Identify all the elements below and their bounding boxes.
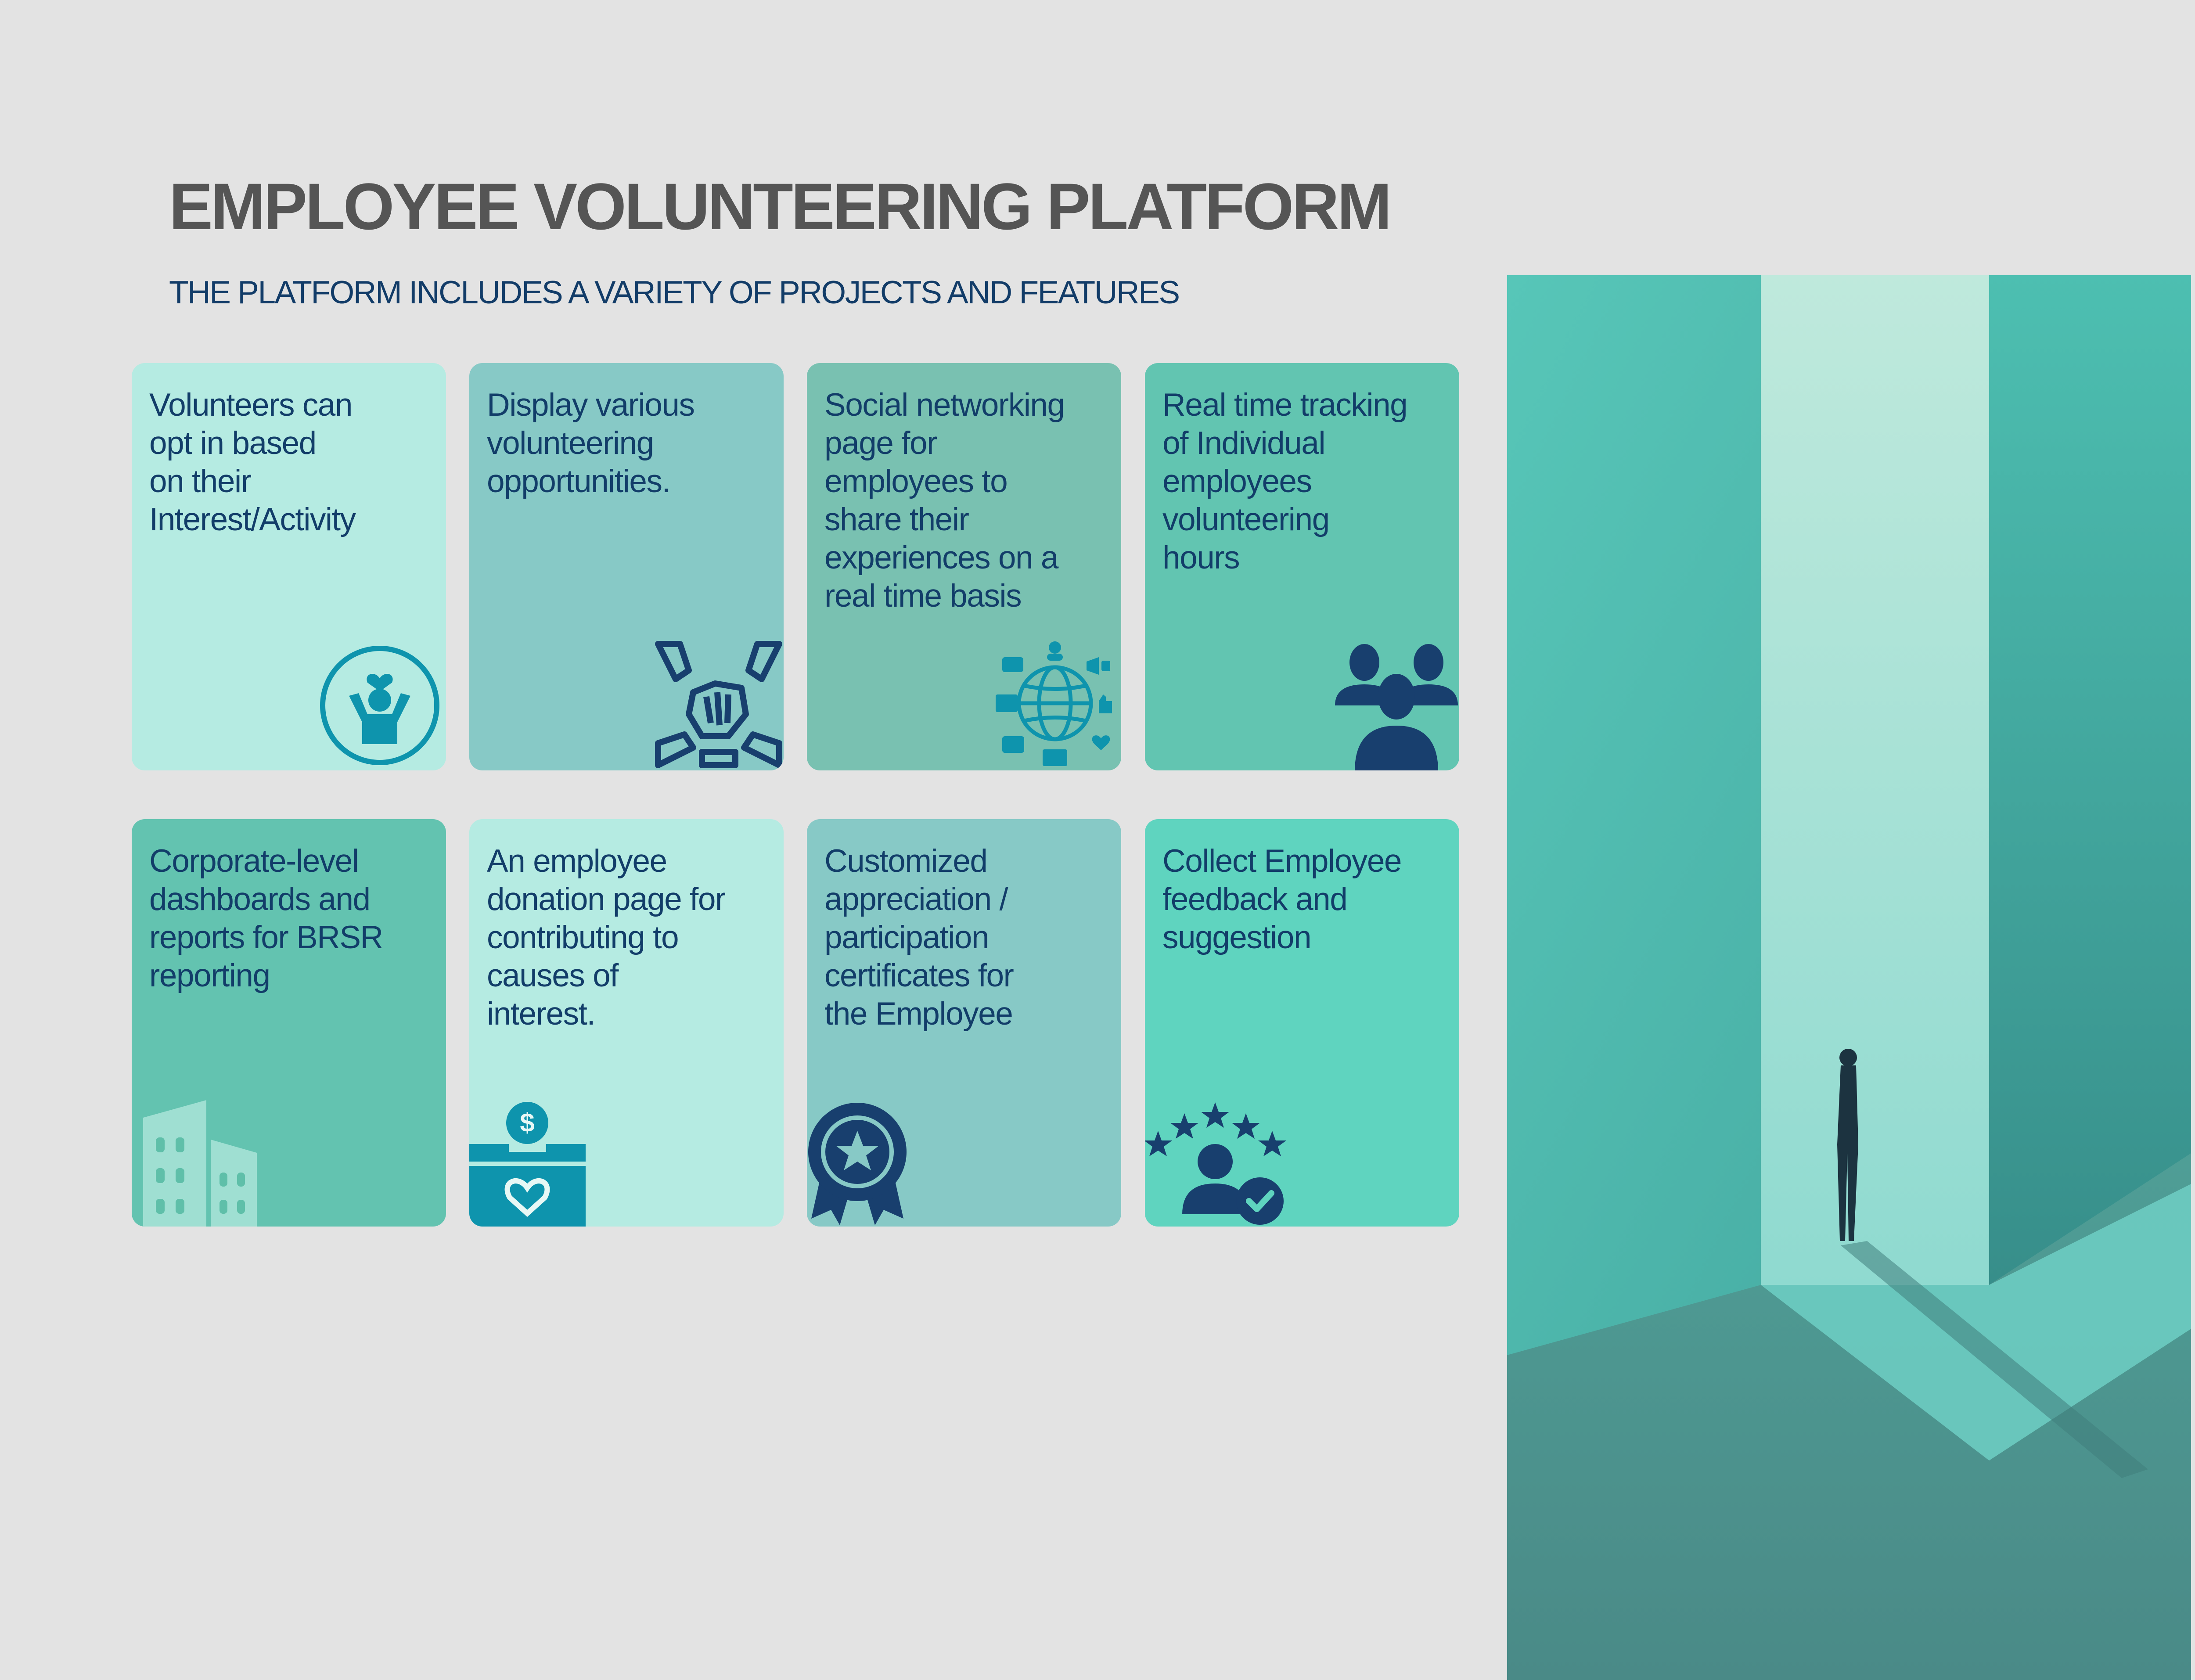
feature-card-text: Corporate-level dashboards and reports for BRSR reporting <box>149 843 383 993</box>
volunteer-heart-icon <box>318 644 441 767</box>
feature-card-opportunities <box>469 363 784 770</box>
feature-card-donation <box>469 819 784 1227</box>
feedback-rating-icon <box>1145 1100 1294 1227</box>
people-group-icon <box>1333 640 1459 770</box>
feature-card-dashboards <box>132 819 446 1227</box>
team-hands-icon <box>654 640 784 770</box>
feature-card-opt-in <box>132 363 446 770</box>
feature-card-certificates <box>807 819 1121 1227</box>
feature-card-text: Volunteers can opt in based on their Interest/Activity <box>149 387 356 537</box>
office-building-icon <box>132 1098 259 1227</box>
feature-card-text: Collect Employee feedback and suggestion <box>1162 843 1402 955</box>
award-badge-icon <box>807 1100 908 1227</box>
page-title: EMPLOYEE VOLUNTEERING PLATFORM <box>169 169 1390 243</box>
feature-card-text: Customized appreciation / participation certificates for the Employee <box>824 843 1014 1032</box>
feature-card-text: Social networking page for employees to share their experiences on a real time basis <box>824 387 1065 614</box>
feature-card-feedback <box>1145 819 1459 1227</box>
page-subtitle: THE PLATFORM INCLUDES A VARIETY OF PROJECTS AND FEATURES <box>169 275 1179 310</box>
donation-box-icon <box>469 1100 586 1227</box>
feature-card-social <box>807 363 1121 770</box>
decorative-photo <box>1507 275 2191 1680</box>
svg-text:$: $ <box>520 1108 535 1137</box>
feature-card-text: An employee donation page for contributing to causes of interest. <box>487 843 725 1032</box>
feature-card-tracking <box>1145 363 1459 770</box>
feature-card-text: Display various volunteering opportunities. <box>487 387 694 499</box>
social-network-globe-icon <box>993 640 1116 767</box>
feature-card-text: Real time tracking of Individual employees volunteering hours <box>1162 387 1407 576</box>
